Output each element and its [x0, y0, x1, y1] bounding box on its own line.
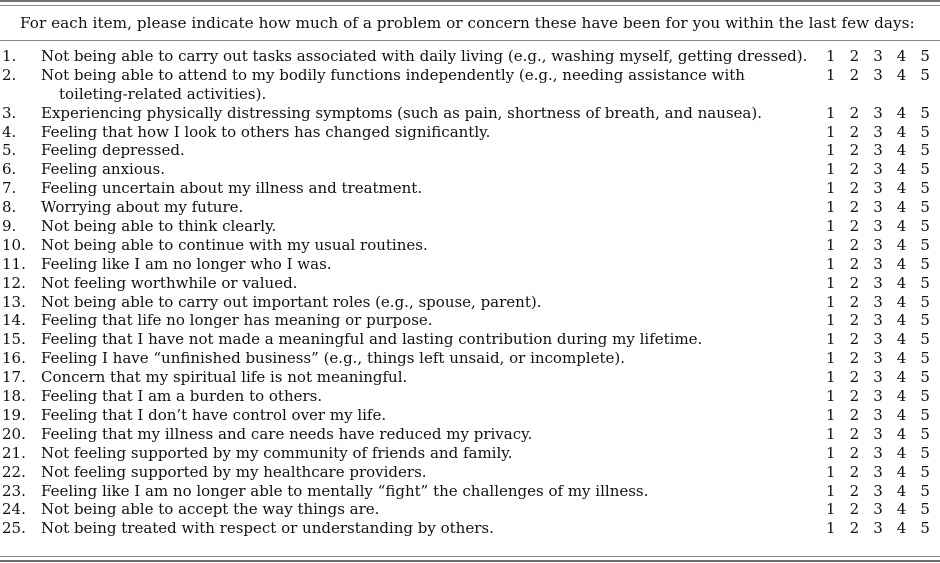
list-item — [0, 179, 940, 198]
item-number: 25. — [2, 519, 26, 538]
rating-option[interactable]: 1 — [826, 160, 836, 179]
rating-option[interactable]: 3 — [873, 481, 883, 500]
item-text — [41, 66, 816, 104]
rating-scale — [826, 274, 940, 293]
list-item — [0, 444, 940, 463]
rating-option[interactable]: 2 — [849, 311, 860, 330]
rating-option[interactable]: 2 — [849, 405, 860, 424]
item-text — [41, 463, 816, 482]
item-text-line: Feeling depressed. — [41, 141, 185, 160]
rating-option[interactable]: 4 — [896, 405, 907, 424]
rating-option[interactable]: 2 — [849, 103, 860, 122]
rating-scale — [826, 330, 940, 349]
list-item — [0, 368, 940, 387]
rating-option[interactable]: 3 — [873, 443, 883, 462]
rating-option[interactable]: 2 — [849, 47, 860, 65]
item-text-line: Not being able to accept the way things are. — [41, 500, 380, 519]
list-item — [0, 463, 940, 482]
rating-option[interactable]: 1 — [826, 103, 836, 122]
rating-option[interactable]: 3 — [873, 141, 883, 160]
rating-option[interactable]: 2 — [849, 141, 860, 160]
rating-option[interactable]: 3 — [873, 217, 883, 236]
list-item — [0, 349, 940, 368]
item-text-line: Feeling uncertain about my illness and treatment. — [41, 179, 423, 198]
item-number: 10. — [2, 235, 26, 254]
rating-option[interactable]: 3 — [873, 273, 883, 292]
rating-option[interactable]: 4 — [896, 387, 907, 406]
list-item — [0, 425, 940, 444]
item-number: 20. — [2, 424, 26, 443]
rating-scale — [826, 123, 940, 142]
rating-option[interactable]: 5 — [920, 65, 930, 84]
rating-option[interactable]: 5 — [920, 217, 930, 236]
list-item — [0, 104, 940, 123]
rating-option[interactable]: 2 — [849, 179, 860, 198]
rating-option[interactable]: 3 — [873, 198, 883, 217]
rating-option[interactable]: 1 — [826, 387, 836, 406]
rating-option[interactable]: 3 — [873, 387, 883, 406]
rating-scale — [826, 160, 940, 179]
rating-option[interactable]: 1 — [826, 368, 836, 387]
item-number: 6. — [2, 160, 17, 179]
rating-option[interactable]: 1 — [826, 235, 836, 254]
item-text — [41, 330, 816, 349]
item-text-line: Not being able to carry out important roles (e.g., spouse, parent). — [41, 292, 542, 311]
rating-option[interactable]: 2 — [849, 387, 860, 406]
rating-option[interactable]: 3 — [873, 179, 883, 198]
item-number: 1. — [2, 47, 17, 65]
rating-option[interactable]: 4 — [896, 217, 907, 236]
list-item — [0, 482, 940, 501]
rating-scale — [826, 500, 940, 519]
rating-option[interactable]: 5 — [920, 47, 930, 65]
item-text-line: Not being able to attend to my bodily functions independently (e.g., needing assistance with — [41, 65, 745, 84]
rating-option[interactable]: 3 — [873, 235, 883, 254]
rating-option[interactable]: 3 — [873, 65, 883, 84]
rating-option[interactable]: 3 — [873, 254, 883, 273]
item-text-line: Feeling that my illness and care needs have reduced my privacy. — [41, 424, 533, 443]
item-number: 5. — [2, 141, 17, 160]
rating-option[interactable]: 4 — [896, 462, 907, 481]
list-item — [0, 274, 940, 293]
rating-option[interactable]: 1 — [826, 349, 836, 368]
rating-option[interactable]: 2 — [849, 198, 860, 217]
rating-option[interactable]: 5 — [920, 330, 930, 349]
item-number: 13. — [2, 292, 26, 311]
rating-option[interactable]: 5 — [920, 462, 930, 481]
item-text — [41, 179, 816, 198]
rating-option[interactable]: 1 — [826, 141, 836, 160]
rating-scale — [826, 217, 940, 236]
header-rule — [0, 40, 940, 41]
item-text — [41, 217, 816, 236]
rating-option[interactable]: 5 — [920, 349, 930, 368]
rating-scale — [826, 482, 940, 501]
rating-option[interactable]: 3 — [873, 519, 883, 538]
rating-option[interactable]: 1 — [826, 405, 836, 424]
rating-option[interactable]: 1 — [826, 217, 836, 236]
item-number: 12. — [2, 273, 26, 292]
rating-option[interactable]: 2 — [849, 160, 860, 179]
list-item — [0, 387, 940, 406]
rating-option[interactable]: 5 — [920, 292, 930, 311]
rating-option[interactable]: 5 — [920, 387, 930, 406]
rating-option[interactable]: 4 — [896, 65, 907, 84]
item-text-line: Not being treated with respect or understanding by others. — [41, 519, 494, 538]
rating-option[interactable]: 1 — [826, 519, 836, 538]
rating-option[interactable]: 1 — [826, 424, 836, 443]
rating-option[interactable]: 5 — [920, 103, 930, 122]
item-text — [41, 444, 816, 463]
item-number: 23. — [2, 481, 26, 500]
item-number: 16. — [2, 349, 26, 368]
rating-option[interactable]: 5 — [920, 254, 930, 273]
list-item — [0, 198, 940, 217]
item-number: 14. — [2, 311, 26, 330]
item-number: 2. — [2, 65, 17, 84]
item-number: 19. — [2, 405, 26, 424]
list-item — [0, 406, 940, 425]
list-item — [0, 500, 940, 519]
rating-option[interactable]: 2 — [849, 273, 860, 292]
item-text-line: Feeling that how I look to others has changed significantly. — [41, 122, 491, 141]
rating-option[interactable]: 5 — [920, 273, 930, 292]
rating-scale — [826, 104, 940, 123]
item-text — [41, 368, 816, 387]
item-text-line: Feeling that life no longer has meaning or purpose. — [41, 311, 433, 330]
item-text-continuation: toileting-related activities). — [59, 84, 267, 103]
rating-option[interactable]: 2 — [849, 217, 860, 236]
rating-option[interactable]: 5 — [920, 122, 930, 141]
rating-option[interactable]: 2 — [849, 65, 860, 84]
item-text-line: Feeling that I have not made a meaningful and lasting contribution during my lifetime. — [41, 330, 703, 349]
item-number: 24. — [2, 500, 26, 519]
rating-option[interactable]: 5 — [920, 179, 930, 198]
rating-option[interactable]: 4 — [896, 141, 907, 160]
item-text-line: Not being able to carry out tasks associated with daily living (e.g., washing myself, getting dressed). — [41, 47, 808, 65]
rating-option[interactable]: 4 — [896, 424, 907, 443]
item-text-line: Feeling that I am a burden to others. — [41, 387, 323, 406]
item-number: 22. — [2, 462, 26, 481]
rating-option[interactable]: 1 — [826, 481, 836, 500]
rating-option[interactable]: 4 — [896, 368, 907, 387]
rating-option[interactable]: 5 — [920, 160, 930, 179]
top-rule-outer — [0, 0, 940, 2]
item-text-line: Experiencing physically distressing symptoms (such as pain, shortness of breath, and nausea). — [41, 103, 762, 122]
rating-option[interactable]: 2 — [849, 500, 860, 519]
rating-option[interactable]: 3 — [873, 122, 883, 141]
rating-option[interactable]: 4 — [896, 160, 907, 179]
rating-option[interactable]: 2 — [849, 462, 860, 481]
rating-option[interactable]: 3 — [873, 405, 883, 424]
item-text — [41, 311, 816, 330]
item-number: 3. — [2, 103, 17, 122]
rating-option[interactable]: 4 — [896, 179, 907, 198]
item-text-line: Feeling anxious. — [41, 160, 165, 179]
rating-option[interactable]: 4 — [896, 311, 907, 330]
rating-option[interactable]: 1 — [826, 443, 836, 462]
rating-option[interactable]: 1 — [826, 179, 836, 198]
rating-option[interactable]: 5 — [920, 424, 930, 443]
rating-option[interactable]: 4 — [896, 103, 907, 122]
rating-option[interactable]: 5 — [920, 481, 930, 500]
item-text-line: Feeling like I am no longer able to mentally “fight” the challenges of my illness. — [41, 481, 649, 500]
list-item — [0, 330, 940, 349]
list-item — [0, 160, 940, 179]
rating-scale — [826, 425, 940, 444]
rating-scale — [826, 66, 940, 85]
item-text — [41, 349, 816, 368]
item-text — [41, 425, 816, 444]
list-item — [0, 519, 940, 538]
rating-option[interactable]: 4 — [896, 330, 907, 349]
item-text — [41, 406, 816, 425]
rating-option[interactable]: 5 — [920, 311, 930, 330]
rating-scale — [826, 444, 940, 463]
rating-scale — [826, 293, 940, 312]
bottom-rule-outer — [0, 560, 940, 562]
rating-option[interactable]: 3 — [873, 500, 883, 519]
rating-scale — [826, 519, 940, 538]
item-text — [41, 500, 816, 519]
rating-option[interactable]: 5 — [920, 235, 930, 254]
item-number: 15. — [2, 330, 26, 349]
rating-option[interactable]: 2 — [849, 122, 860, 141]
rating-scale — [826, 198, 940, 217]
item-text — [41, 387, 816, 406]
rating-option[interactable]: 4 — [896, 254, 907, 273]
item-text — [41, 293, 816, 312]
rating-option[interactable]: 3 — [873, 292, 883, 311]
rating-scale — [826, 255, 940, 274]
item-text-line: Worrying about my future. — [41, 198, 244, 217]
item-text — [41, 141, 816, 160]
rating-option[interactable]: 3 — [873, 311, 883, 330]
rating-option[interactable]: 1 — [826, 330, 836, 349]
item-text — [41, 160, 816, 179]
item-number: 9. — [2, 217, 17, 236]
rating-option[interactable]: 4 — [896, 481, 907, 500]
item-text — [41, 274, 816, 293]
rating-option[interactable]: 4 — [896, 198, 907, 217]
rating-scale — [826, 463, 940, 482]
rating-option[interactable]: 1 — [826, 292, 836, 311]
item-text-line: Not feeling supported by my healthcare providers. — [41, 462, 427, 481]
item-number: 21. — [2, 443, 26, 462]
rating-option[interactable]: 3 — [873, 103, 883, 122]
item-text — [41, 123, 816, 142]
rating-option[interactable]: 2 — [849, 368, 860, 387]
item-text — [41, 519, 816, 538]
rating-option[interactable]: 4 — [896, 47, 907, 65]
rating-option[interactable]: 3 — [873, 349, 883, 368]
rating-option[interactable]: 1 — [826, 65, 836, 84]
rating-scale — [826, 387, 940, 406]
list-item — [0, 311, 940, 330]
item-text — [41, 482, 816, 501]
item-text — [41, 47, 816, 66]
rating-scale — [826, 47, 940, 66]
rating-option[interactable]: 1 — [826, 198, 836, 217]
item-number: 8. — [2, 198, 17, 217]
item-number: 11. — [2, 254, 26, 273]
list-item — [0, 123, 940, 142]
rating-option[interactable]: 4 — [896, 273, 907, 292]
item-list — [0, 47, 940, 538]
rating-scale — [826, 179, 940, 198]
rating-option[interactable]: 2 — [849, 292, 860, 311]
rating-option[interactable]: 4 — [896, 443, 907, 462]
list-item — [0, 217, 940, 236]
item-number: 7. — [2, 179, 17, 198]
item-number: 18. — [2, 387, 26, 406]
rating-scale — [826, 349, 940, 368]
item-number: 17. — [2, 368, 26, 387]
item-text — [41, 255, 816, 274]
rating-option[interactable]: 5 — [920, 519, 930, 538]
top-rule-inner — [0, 5, 940, 6]
rating-option[interactable]: 3 — [873, 368, 883, 387]
rating-option[interactable]: 2 — [849, 254, 860, 273]
item-text-line: Feeling like I am no longer who I was. — [41, 254, 332, 273]
rating-option[interactable]: 2 — [849, 481, 860, 500]
list-item — [0, 255, 940, 274]
rating-option[interactable]: 4 — [896, 122, 907, 141]
rating-option[interactable]: 4 — [896, 519, 907, 538]
item-text — [41, 104, 816, 123]
rating-scale — [826, 406, 940, 425]
rating-option[interactable]: 3 — [873, 424, 883, 443]
item-text-line: Concern that my spiritual life is not meaningful. — [41, 368, 408, 387]
list-item — [0, 141, 940, 160]
rating-option[interactable]: 3 — [873, 160, 883, 179]
rating-option[interactable]: 1 — [826, 122, 836, 141]
rating-option[interactable]: 4 — [896, 349, 907, 368]
rating-option[interactable]: 1 — [826, 273, 836, 292]
rating-scale — [826, 236, 940, 255]
rating-option[interactable]: 2 — [849, 330, 860, 349]
rating-option[interactable]: 2 — [849, 519, 860, 538]
rating-option[interactable]: 1 — [826, 500, 836, 519]
rating-option[interactable]: 5 — [920, 368, 930, 387]
rating-scale — [826, 311, 940, 330]
item-text-line: Not feeling worthwhile or valued. — [41, 273, 298, 292]
item-text-line: Feeling that I don’t have control over my life. — [41, 405, 387, 424]
rating-option[interactable]: 1 — [826, 47, 836, 65]
item-text-line: Not being able to continue with my usual routines. — [41, 235, 428, 254]
item-text-line: Not being able to think clearly. — [41, 217, 277, 236]
rating-option[interactable]: 5 — [920, 500, 930, 519]
rating-option[interactable]: 2 — [849, 424, 860, 443]
item-text-line: Feeling I have “unfinished business” (e.g., things left unsaid, or incomplete). — [41, 349, 625, 368]
rating-option[interactable]: 5 — [920, 405, 930, 424]
rating-option[interactable]: 2 — [849, 349, 860, 368]
rating-option[interactable]: 4 — [896, 500, 907, 519]
rating-scale — [826, 141, 940, 160]
rating-option[interactable]: 5 — [920, 443, 930, 462]
rating-option[interactable]: 2 — [849, 443, 860, 462]
rating-option[interactable]: 3 — [873, 330, 883, 349]
item-text — [41, 236, 816, 255]
rating-option[interactable]: 4 — [896, 235, 907, 254]
list-item — [0, 66, 940, 104]
item-text-line: Not feeling supported by my community of friends and family. — [41, 443, 513, 462]
rating-option[interactable]: 1 — [826, 254, 836, 273]
rating-option[interactable]: 5 — [920, 198, 930, 217]
rating-scale — [826, 368, 940, 387]
list-item — [0, 236, 940, 255]
rating-option[interactable]: 1 — [826, 462, 836, 481]
item-number: 4. — [2, 122, 17, 141]
rating-option[interactable]: 5 — [920, 141, 930, 160]
instruction-header: For each item, please indicate how much of a problem or concern these have been for you within the last few days: — [20, 14, 915, 32]
rating-option[interactable]: 3 — [873, 462, 883, 481]
rating-option[interactable]: 3 — [873, 47, 883, 65]
rating-option[interactable]: 2 — [849, 235, 860, 254]
item-text — [41, 198, 816, 217]
list-item — [0, 47, 940, 66]
list-item — [0, 293, 940, 312]
bottom-rule-inner — [0, 556, 940, 557]
rating-option[interactable]: 4 — [896, 292, 907, 311]
rating-option[interactable]: 1 — [826, 311, 836, 330]
